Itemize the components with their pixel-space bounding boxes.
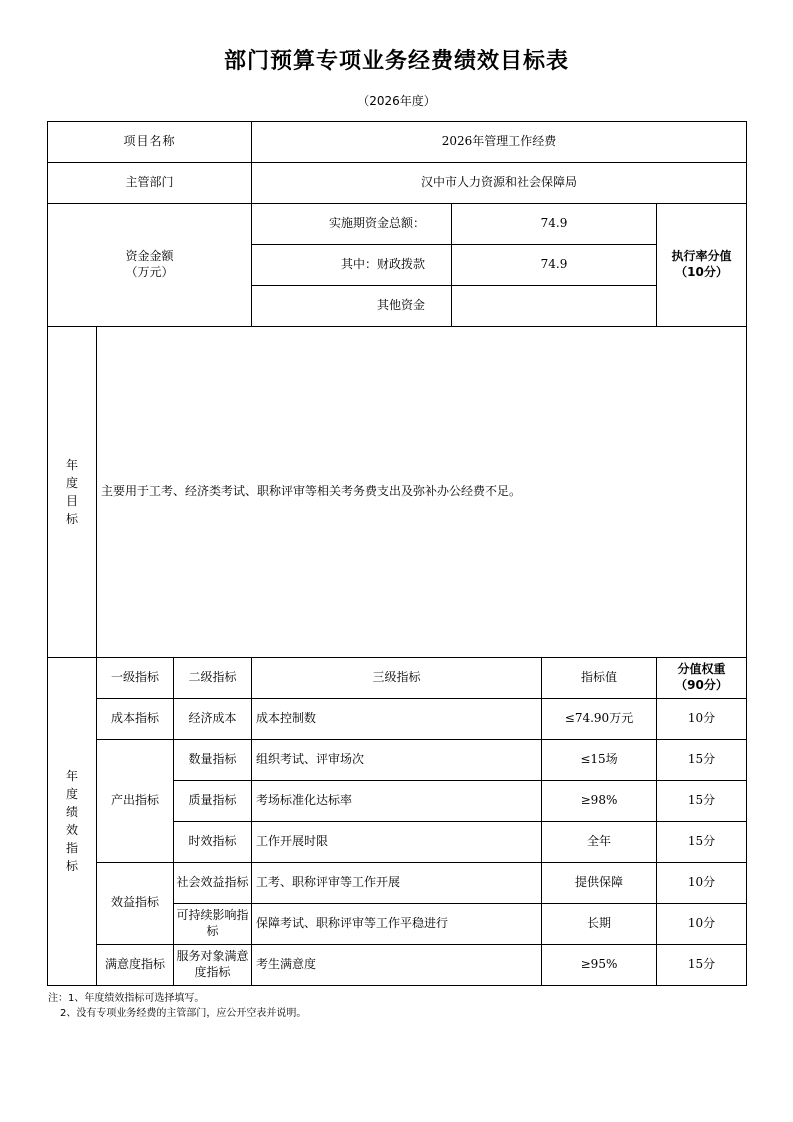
header-level1: 一级指标	[97, 657, 174, 698]
indicator-value: 全年	[542, 821, 657, 862]
indicator-weight: 15分	[657, 739, 747, 780]
indicator-value: ≤74.90万元	[542, 698, 657, 739]
funds-fiscal-label: 其中：财政拨款	[252, 244, 452, 285]
group-benefit: 效益指标	[97, 862, 174, 944]
department-value: 汉中市人力资源和社会保障局	[252, 162, 747, 203]
indicator-level2: 经济成本	[174, 698, 252, 739]
funds-label-line2: （万元）	[125, 264, 174, 279]
indicator-row	[48, 862, 747, 903]
indicator-level2: 数量指标	[174, 739, 252, 780]
year-label: （2026年度）	[357, 94, 436, 108]
funds-fiscal-value: 74.9	[452, 244, 657, 285]
indicator-value: 长期	[542, 903, 657, 944]
indicator-weight: 15分	[657, 821, 747, 862]
annual-goal-row	[48, 326, 747, 657]
execution-score-line1: 执行率分值	[671, 248, 732, 263]
funds-label	[48, 203, 252, 326]
indicator-row	[48, 944, 747, 985]
group-cost: 成本指标	[97, 698, 174, 739]
header-value: 指标值	[542, 657, 657, 698]
funds-other-value	[452, 285, 657, 326]
indicator-level3: 成本控制数	[252, 698, 542, 739]
funds-label-line1: 资金金额	[125, 248, 174, 263]
project-name-label: 项目名称	[48, 121, 252, 162]
indicator-level2: 服务对象满意度指标	[174, 944, 252, 985]
indicator-value: ≥95%	[542, 944, 657, 985]
indicator-level3: 保障考试、职称评审等工作平稳进行	[252, 903, 542, 944]
project-name-value: 2026年管理工作经费	[252, 121, 747, 162]
group-output: 产出指标	[97, 739, 174, 862]
indicator-header-row	[48, 657, 747, 698]
indicator-level2: 社会效益指标	[174, 862, 252, 903]
indicator-weight: 15分	[657, 944, 747, 985]
indicator-level3: 工考、职称评审等工作开展	[252, 862, 542, 903]
header-level3: 三级指标	[252, 657, 542, 698]
footnote-1: 注：1、年度绩效指标可选择填写。	[48, 993, 205, 1004]
indicator-value: ≤15场	[542, 739, 657, 780]
footnotes	[48, 991, 306, 1021]
page-title: 部门预算专项业务经费绩效目标表	[223, 49, 569, 74]
indicator-level2: 可持续影响指标	[174, 903, 252, 944]
footnote-2: 2、没有专项业务经费的主管部门，应公开空表并说明。	[60, 1008, 307, 1019]
indicator-section-label: 年度绩效指标	[48, 657, 97, 985]
execution-score-label	[657, 203, 747, 326]
funds-total-value: 74.9	[452, 203, 657, 244]
project-row	[48, 121, 747, 162]
indicator-level2: 时效指标	[174, 821, 252, 862]
header-weight-line2: （90分）	[675, 677, 728, 692]
indicator-level3: 工作开展时限	[252, 821, 542, 862]
department-row	[48, 162, 747, 203]
execution-score-line2: （10分）	[675, 264, 728, 279]
indicator-weight: 10分	[657, 862, 747, 903]
indicator-level3: 考场标准化达标率	[252, 780, 542, 821]
indicator-weight: 15分	[657, 780, 747, 821]
indicator-level2: 质量指标	[174, 780, 252, 821]
indicator-value: 提供保障	[542, 862, 657, 903]
header-weight-line1: 分值权重	[677, 661, 726, 676]
indicator-row	[48, 698, 747, 739]
indicator-value: ≥98%	[542, 780, 657, 821]
annual-goal-label: 年度目标	[48, 326, 97, 657]
department-label: 主管部门	[48, 162, 252, 203]
indicator-weight: 10分	[657, 903, 747, 944]
indicator-weight: 10分	[657, 698, 747, 739]
annual-goal-text: 主要用于工考、经济类考试、职称评审等相关考务费支出及弥补办公经费不足。	[97, 326, 747, 657]
funds-total-label: 实施期资金总额：	[252, 203, 452, 244]
header-level2: 二级指标	[174, 657, 252, 698]
indicator-row	[48, 739, 747, 780]
funds-total-row	[48, 203, 747, 244]
funds-other-label: 其他资金	[252, 285, 452, 326]
indicator-level3: 组织考试、评审场次	[252, 739, 542, 780]
indicator-level3: 考生满意度	[252, 944, 542, 985]
header-weight	[657, 657, 747, 698]
group-satisfaction: 满意度指标	[97, 944, 174, 985]
performance-target-table	[47, 119, 747, 986]
